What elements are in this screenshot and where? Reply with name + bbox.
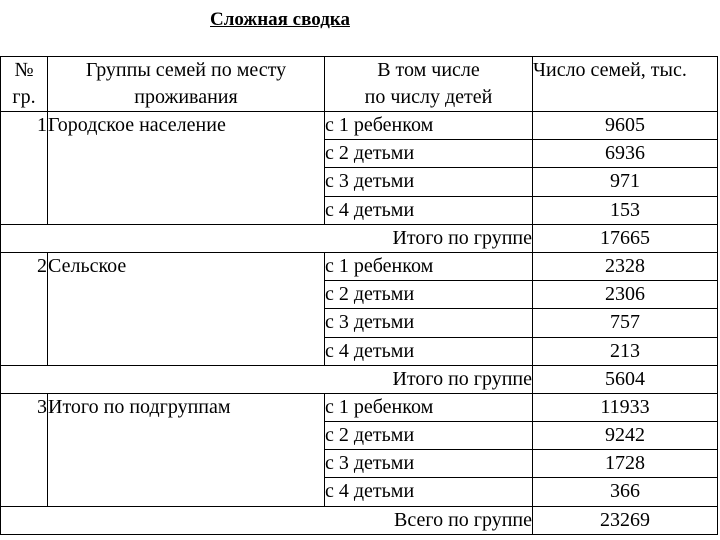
group-number: 2 <box>1 252 48 365</box>
children-cell: с 3 детьми <box>325 168 533 196</box>
children-cell: с 2 детьми <box>325 281 533 309</box>
count-cell: 2306 <box>533 281 718 309</box>
group-total-count: 17665 <box>533 224 718 252</box>
children-cell: с 2 детьми <box>325 140 533 168</box>
count-cell: 9242 <box>533 422 718 450</box>
count-cell: 213 <box>533 337 718 365</box>
grand-total-count: 23269 <box>533 506 718 534</box>
group-number: 1 <box>1 112 48 225</box>
group-total-count: 5604 <box>533 365 718 393</box>
count-cell: 2328 <box>533 252 718 280</box>
group-name: Итого по подгруппам <box>48 393 325 506</box>
group-name: Сельское <box>48 252 325 365</box>
count-cell: 971 <box>533 168 718 196</box>
group-total-label: Итого по группе <box>1 224 533 252</box>
header-group-number: № гр. <box>1 57 48 112</box>
children-cell: с 4 детьми <box>325 478 533 506</box>
table-row <box>1 393 718 421</box>
children-cell: с 1 ребенком <box>325 252 533 280</box>
document-title: Сложная сводка <box>210 9 350 30</box>
count-cell: 153 <box>533 196 718 224</box>
table-row <box>1 112 718 140</box>
group-total-row <box>1 224 718 252</box>
summary-table <box>0 56 718 535</box>
table-header-row <box>1 57 718 112</box>
count-cell: 366 <box>533 478 718 506</box>
count-cell: 9605 <box>533 112 718 140</box>
children-cell: с 3 детьми <box>325 450 533 478</box>
children-cell: с 3 детьми <box>325 309 533 337</box>
count-cell: 1728 <box>533 450 718 478</box>
header-children-count: В том числе по числу детей <box>325 57 533 112</box>
grand-total-label: Всего по группе <box>1 506 533 534</box>
children-cell: с 1 ребенком <box>325 393 533 421</box>
children-cell: с 4 детьми <box>325 196 533 224</box>
group-number: 3 <box>1 393 48 506</box>
children-cell: с 2 детьми <box>325 422 533 450</box>
count-cell: 757 <box>533 309 718 337</box>
children-cell: с 4 детьми <box>325 337 533 365</box>
grand-total-row <box>1 506 718 534</box>
group-total-row <box>1 365 718 393</box>
count-cell: 11933 <box>533 393 718 421</box>
count-cell: 6936 <box>533 140 718 168</box>
header-family-count: Число семей, тыс. <box>533 57 718 112</box>
group-name: Городское население <box>48 112 325 225</box>
header-group-name: Группы семей по месту проживания <box>48 57 325 112</box>
children-cell: с 1 ребенком <box>325 112 533 140</box>
group-total-label: Итого по группе <box>1 365 533 393</box>
table-row <box>1 252 718 280</box>
